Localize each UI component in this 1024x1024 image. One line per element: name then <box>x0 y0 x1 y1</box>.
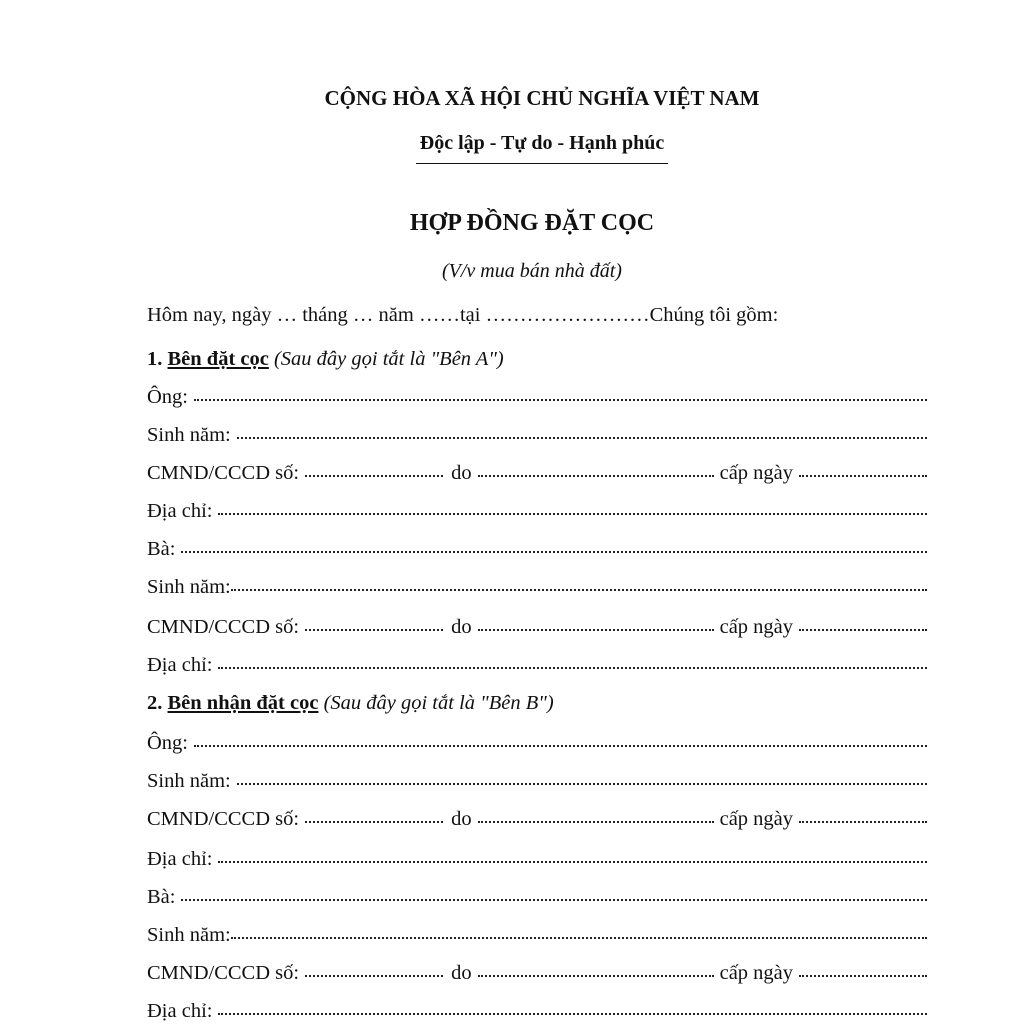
fill-line[interactable] <box>218 509 927 515</box>
party-a-birthyear-field[interactable] <box>147 422 927 448</box>
party-a-id2-field[interactable] <box>147 614 927 640</box>
field-label: CMND/CCCD số: <box>147 462 300 484</box>
field-label: cấp ngày <box>719 616 794 638</box>
field-label: Sinh năm: <box>147 576 231 598</box>
fill-line[interactable] <box>194 395 927 401</box>
party-a-birthyear2-field[interactable] <box>147 574 927 600</box>
party-a-address-field[interactable] <box>147 498 927 524</box>
national-motto: Độc lập - Tự do - Hạnh phúc <box>419 132 665 154</box>
contract-title: HỢP ĐỒNG ĐẶT CỌC <box>409 210 655 236</box>
party-a-id-field[interactable] <box>147 460 927 486</box>
party-a-ba-field[interactable] <box>147 536 927 562</box>
field-label: cấp ngày <box>719 462 794 484</box>
party-b-id2-field[interactable] <box>147 960 927 986</box>
party-a-number: 1. <box>147 348 163 370</box>
fill-line[interactable] <box>218 663 927 669</box>
issue-date-fill[interactable] <box>799 971 927 977</box>
field-label: do <box>451 462 472 484</box>
party-a-title: Bên đặt cọc <box>167 348 269 370</box>
field-label: cấp ngày <box>719 962 794 984</box>
party-b-address2-field[interactable] <box>147 998 927 1024</box>
fill-line[interactable] <box>231 585 927 591</box>
fill-line[interactable] <box>231 933 927 939</box>
field-label: do <box>451 962 472 984</box>
intro-line: Hôm nay, ngày … tháng … năm ……tại ……………………Chúng tôi gồm: <box>147 304 779 326</box>
field-label: Bà: <box>147 886 176 908</box>
fill-line[interactable] <box>237 779 927 785</box>
id-number-fill[interactable] <box>305 971 443 977</box>
id-number-fill[interactable] <box>305 471 443 477</box>
fill-line[interactable] <box>194 741 927 747</box>
field-label: CMND/CCCD số: <box>147 616 300 638</box>
field-label: Địa chỉ: <box>147 654 213 676</box>
motto-underline <box>416 163 668 164</box>
party-b-note: (Sau đây gọi tắt là "Bên B") <box>323 692 554 714</box>
field-label: do <box>451 616 472 638</box>
issue-date-fill[interactable] <box>799 817 927 823</box>
field-label: Địa chỉ: <box>147 1000 213 1022</box>
issue-date-fill[interactable] <box>799 471 927 477</box>
field-label: Ông: <box>147 732 188 754</box>
party-b-birthyear-field[interactable] <box>147 768 927 794</box>
party-a-ong-field[interactable] <box>147 384 927 410</box>
field-label: CMND/CCCD số: <box>147 808 300 830</box>
issuer-fill[interactable] <box>478 471 714 477</box>
fill-line[interactable] <box>237 433 927 439</box>
party-b-id-field[interactable] <box>147 806 927 832</box>
party-a-address2-field[interactable] <box>147 652 927 678</box>
field-label: Địa chỉ: <box>147 848 213 870</box>
party-b-ong-field[interactable] <box>147 730 927 756</box>
field-label: Sinh năm: <box>147 924 231 946</box>
party-b-title: Bên nhận đặt cọc <box>167 692 319 714</box>
issuer-fill[interactable] <box>478 625 714 631</box>
party-b-ba-field[interactable] <box>147 884 927 910</box>
national-title: CỘNG HÒA XÃ HỘI CHỦ NGHĨA VIỆT NAM <box>324 86 760 110</box>
party-b-number: 2. <box>147 692 163 714</box>
field-label: Ông: <box>147 386 188 408</box>
field-label: CMND/CCCD số: <box>147 962 300 984</box>
party-a-heading <box>147 346 504 372</box>
field-label: Bà: <box>147 538 176 560</box>
issuer-fill[interactable] <box>478 817 714 823</box>
fill-line[interactable] <box>181 547 927 553</box>
contract-subtitle: (V/v mua bán nhà đất) <box>442 260 622 282</box>
issuer-fill[interactable] <box>478 971 714 977</box>
field-label: Địa chỉ: <box>147 500 213 522</box>
fill-line[interactable] <box>181 895 927 901</box>
party-a-note: (Sau đây gọi tắt là "Bên A") <box>273 348 504 370</box>
issue-date-fill[interactable] <box>799 625 927 631</box>
fill-line[interactable] <box>218 857 927 863</box>
id-number-fill[interactable] <box>305 817 443 823</box>
party-b-birthyear2-field[interactable] <box>147 922 927 948</box>
party-b-heading <box>147 690 554 716</box>
field-label: do <box>451 808 472 830</box>
field-label: cấp ngày <box>719 808 794 830</box>
field-label: Sinh năm: <box>147 424 231 446</box>
id-number-fill[interactable] <box>305 625 443 631</box>
fill-line[interactable] <box>218 1009 927 1015</box>
party-b-address-field[interactable] <box>147 846 927 872</box>
field-label: Sinh năm: <box>147 770 231 792</box>
